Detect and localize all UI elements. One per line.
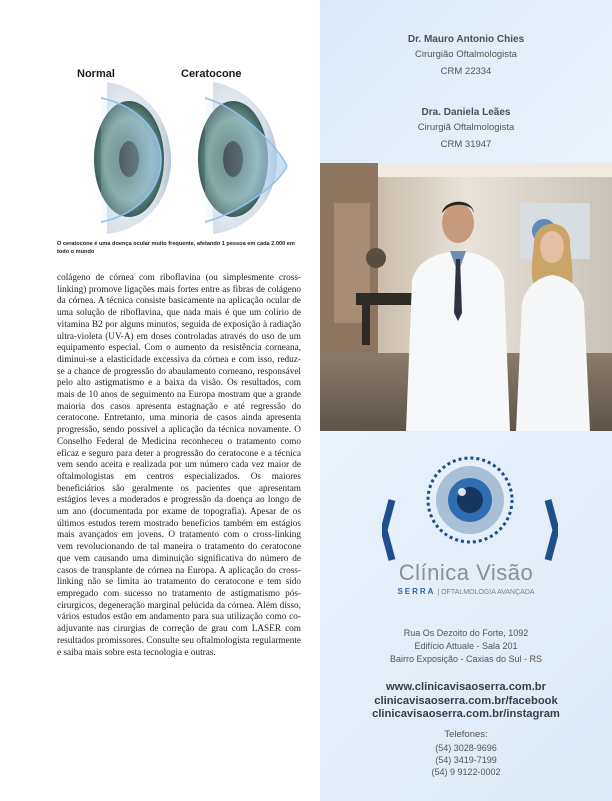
address-line-1: Rua Os Dezoito do Forte, 1092: [403, 628, 529, 638]
doctor-1-name: Dr. Mauro Antonio Chies: [407, 34, 525, 45]
doctor-1-specialty: Cirurgião Oftalmologista: [415, 49, 517, 60]
keratoconus-eye-graphic: [198, 82, 287, 234]
doctor-1-block: [320, 34, 612, 77]
figure-caption: O ceratocone é uma doença ocular muito frequente, afetando 1 pessoa em cada 2.000 em todo o mundo: [57, 241, 295, 255]
doctor-2-crm: CRM 31947: [440, 139, 492, 150]
doctors-photo-illustration: [320, 163, 612, 431]
clinic-brand: [320, 560, 612, 596]
brand-name: Clínica Visão: [398, 560, 534, 585]
clinic-panel: [320, 0, 612, 801]
doctor-2-name: Dra. Daniela Leães: [421, 107, 511, 118]
phones-block: [320, 729, 612, 778]
normal-eye-graphic: [94, 82, 171, 234]
doctor-2-specialty: Cirurgiã Oftalmologista: [417, 122, 515, 133]
eye-illustrations: [57, 68, 289, 236]
eye-comparison-figure: [57, 68, 289, 236]
phone-3: (54) 9 9122-0002: [431, 767, 501, 777]
brand-sub-rest: | OFTALMOLOGIA AVANÇADA: [437, 589, 535, 596]
phone-1: (54) 3028-9696: [435, 743, 497, 753]
address-block: [320, 627, 612, 666]
doctors-photo: [320, 163, 612, 431]
website-link[interactable]: www.clinicavisaoserra.com.br: [385, 681, 546, 693]
doctor-2-block: [320, 107, 612, 150]
phone-2: (54) 3419-7199: [435, 755, 497, 765]
doctor-1-crm: CRM 22334: [440, 66, 492, 77]
web-links: [320, 681, 612, 722]
brand-subtitle: [320, 587, 612, 596]
instagram-link[interactable]: clinicavisaoserra.com.br/instagram: [372, 708, 560, 720]
address-line-3: Bairro Exposição - Caxias do Sul - RS: [389, 654, 543, 664]
article-paragraph: colágeno de córnea com riboflavina (ou simplesmente cross-linking) promove ligações mais fortes entre as fibras de colágeno da córnea. A técnica consiste basicamente na aplicação ocular de uma solução de riboflavina, que nada mais é que um colírio de vitamina B2 por alguns minutos, seguida de exposição à radiação ultra-violeta (UV-A) em doses controladas através do uso de um equipamento especial. Com o aumento da resistência corneana, diminui-se a elasticidade excessiva da córnea e com isso, reduz-se a chance de progressão do abaulamento corneano, responsável pelo alto astigmatismo e a baixa da visão. Os resultados, com mais de 10 anos de seguimento na Europa mostram que a grande maioria dos casos apresenta estagnação e até regressão do ceratocone. Entretanto, uma minoria de casos ainda apresenta progressão, sendo possível a aplicação da técnica novamente. O Conselho Federal de Medicina reconheceu o tratamento como eficaz e seguro para deter a progressão do ceratocone e a técnica vem sendo aceita e realizada por um número cada vez maior de oftalmologistas em centros especializados. Os maiores beneficiários são geralmente os pacientes que apresentam estágios leves a moderados e progressão da doença ao longo de um ano (documentada por exame de topografia). Apesar de os últimos estudos terem mostrado benefícios também em estágios mais avançados em jovens. O tratamento com o cross-linking vem revolucionando de tal maneira o tratamento do ceratocone que vem causando uma diminuição significativa do número de casos de transplante de córnea na Europa. A aplicação do cross-linking não se limita ao tratamento do ceratocone e tem sido empregado com sucesso no tratamento de astigmatismo pós-cirurgicos, degeneração marginal pelúcida da córnea. Além disso, vários estudos estão em andamento para sua utilização como co-adjuvante nas cirurgias de correção de grau com LASER com resultados promissores. Consulte seu oftalmologista regularmente e saiba mais sobre esta tecnologia e outras.: [57, 273, 301, 658]
facebook-link[interactable]: clinicavisaoserra.com.br/facebook: [374, 694, 558, 707]
article-body: [57, 273, 301, 659]
brand-sub-bold: SERRA: [397, 587, 436, 596]
label-keratoconus: Ceratocone: [181, 68, 242, 80]
label-normal: Normal: [77, 68, 115, 80]
phones-heading: Telefones:: [444, 729, 488, 740]
address-line-2: Edifício Attuale - Sala 201: [414, 641, 518, 651]
